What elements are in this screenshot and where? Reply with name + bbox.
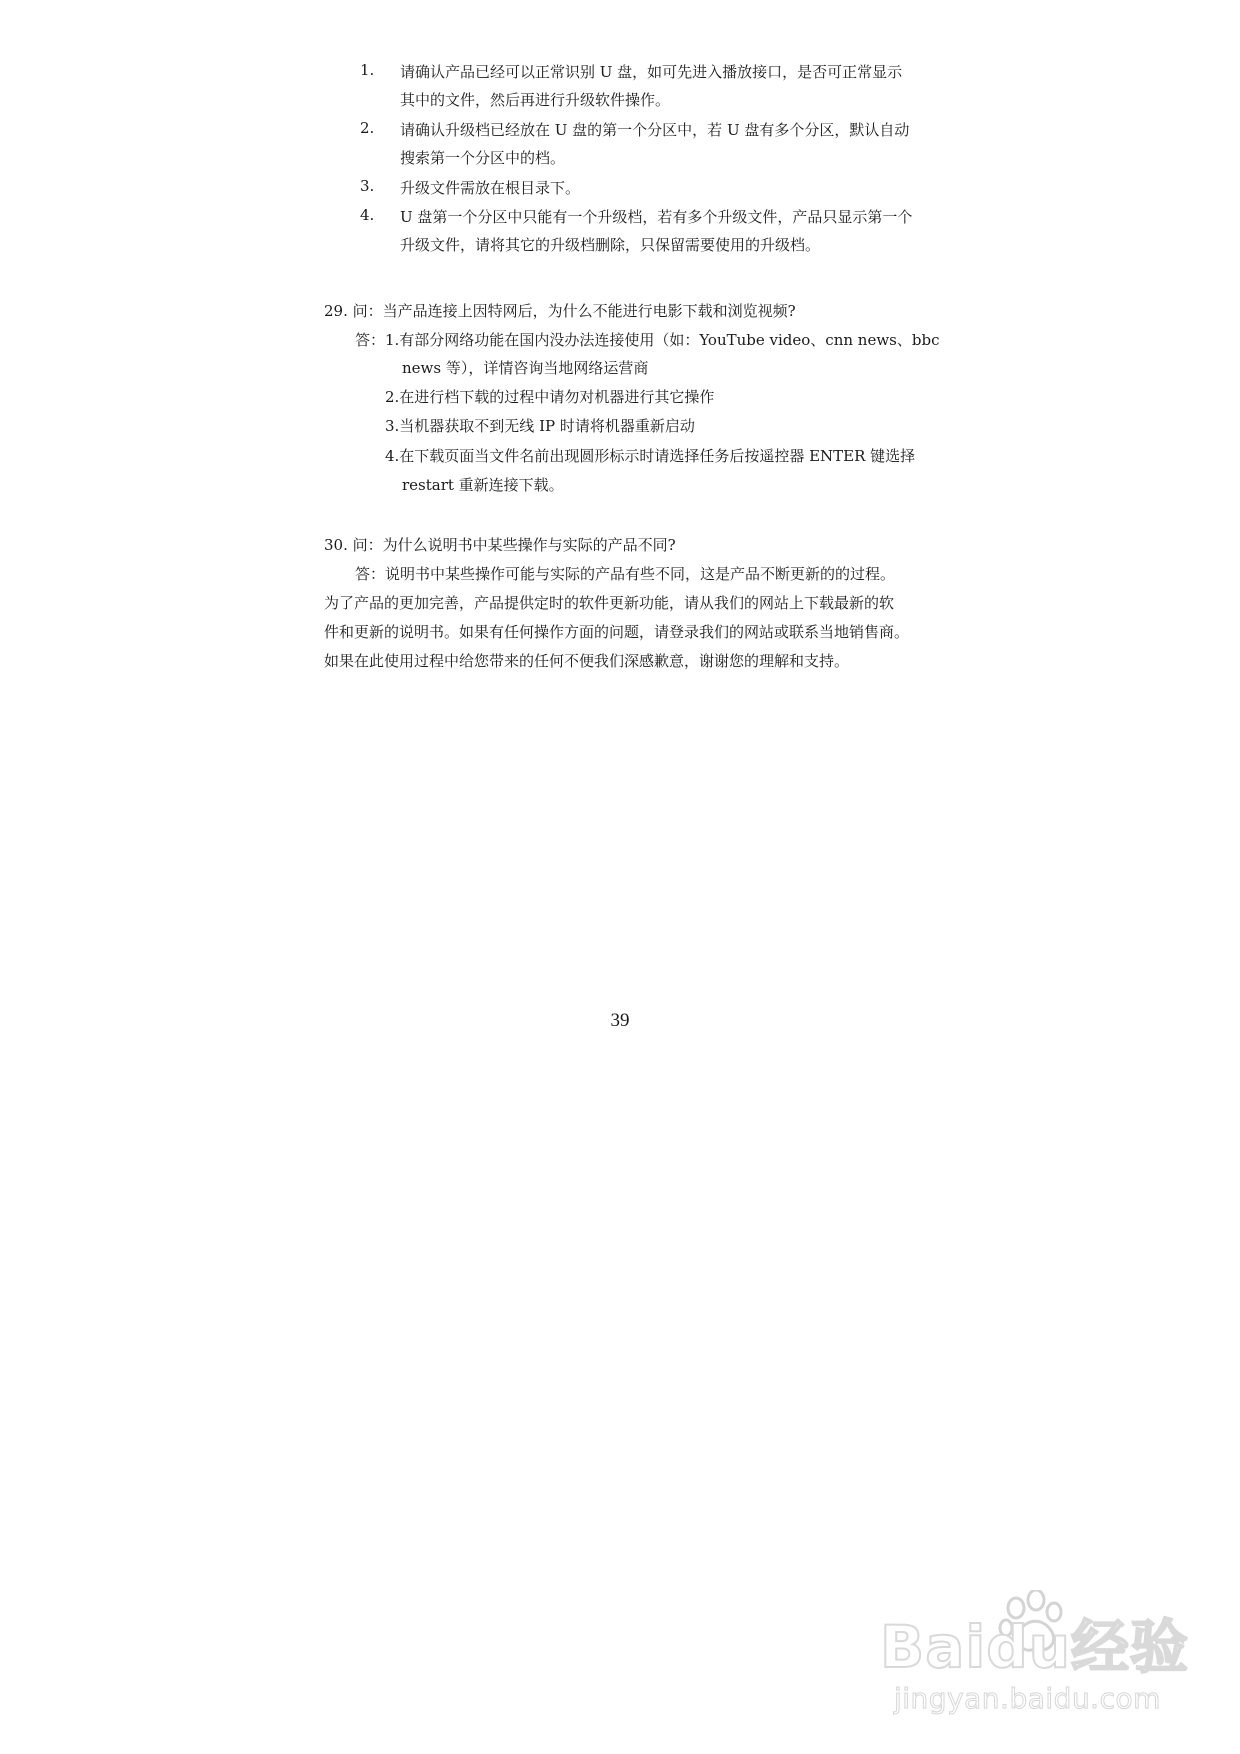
list-item-text-continued: 升级文件，请将其它的升级档删除，只保留需要使用的升级档。	[400, 236, 821, 254]
list-item-text-continued: 其中的文件，然后再进行升级软件操作。	[400, 91, 671, 109]
faq-answer-line: 为了产品的更加完善，产品提供定时的软件更新功能，请从我们的网站上下载最新的软	[324, 594, 895, 612]
baidu-jingyan-watermark	[880, 1590, 1190, 1740]
faq-question: 30. 问：为什么说明书中某些操作与实际的产品不同?	[324, 536, 676, 554]
faq-answer-line: 答：说明书中某些操作可能与实际的产品有些不同，这是产品不断更新的的过程。	[355, 565, 896, 583]
list-item-text-continued: 搜索第一个分区中的档。	[400, 149, 566, 167]
page-number: 39	[610, 1010, 630, 1031]
list-item-number: 1.	[360, 61, 375, 79]
faq-answer-line: 答：1.有部分网络功能在国内没办法连接使用（如：YouTube video、cnn news、bbc	[355, 331, 940, 349]
faq-answer-line: 如果在此使用过程中给您带来的任何不便我们深感歉意，谢谢您的理解和支持。	[324, 652, 850, 670]
faq-answer-line: 件和更新的说明书。如果有任何操作方面的问题，请登录我们的网站或联系当地销售商。	[324, 623, 910, 641]
faq-answer-line: 3.当机器获取不到无线 IP 时请将机器重新启动	[385, 417, 695, 435]
watermark-brand: Baidu经验	[880, 1613, 1190, 1681]
faq-answer-line: 4.在下载页面当文件名前出现圆形标示时请选择任务后按遥控器 ENTER 键选择	[385, 447, 916, 465]
faq-answer-line: restart 重新连接下载。	[402, 476, 564, 494]
faq-question: 29. 问：当产品连接上因特网后，为什么不能进行电影下载和浏览视频?	[324, 302, 796, 320]
watermark-url: jingyan.baidu.com	[894, 1682, 1161, 1715]
list-item-text: U 盘第一个分区中只能有一个升级档，若有多个升级文件，产品只显示第一个	[400, 208, 913, 226]
list-item-text: 请确认产品已经可以正常识别 U 盘，如可先进入播放接口，是否可正常显示	[400, 63, 903, 81]
faq-answer-line: 2.在进行档下载的过程中请勿对机器进行其它操作	[385, 388, 715, 406]
faq-answer-line: news 等），详情咨询当地网络运营商	[402, 359, 649, 377]
list-item-number: 4.	[360, 206, 375, 224]
list-item-number: 3.	[360, 177, 375, 195]
list-item-text: 升级文件需放在根目录下。	[400, 179, 581, 197]
list-item-number: 2.	[360, 119, 375, 137]
list-item-text: 请确认升级档已经放在 U 盘的第一个分区中，若 U 盘有多个分区，默认自动	[400, 121, 910, 139]
